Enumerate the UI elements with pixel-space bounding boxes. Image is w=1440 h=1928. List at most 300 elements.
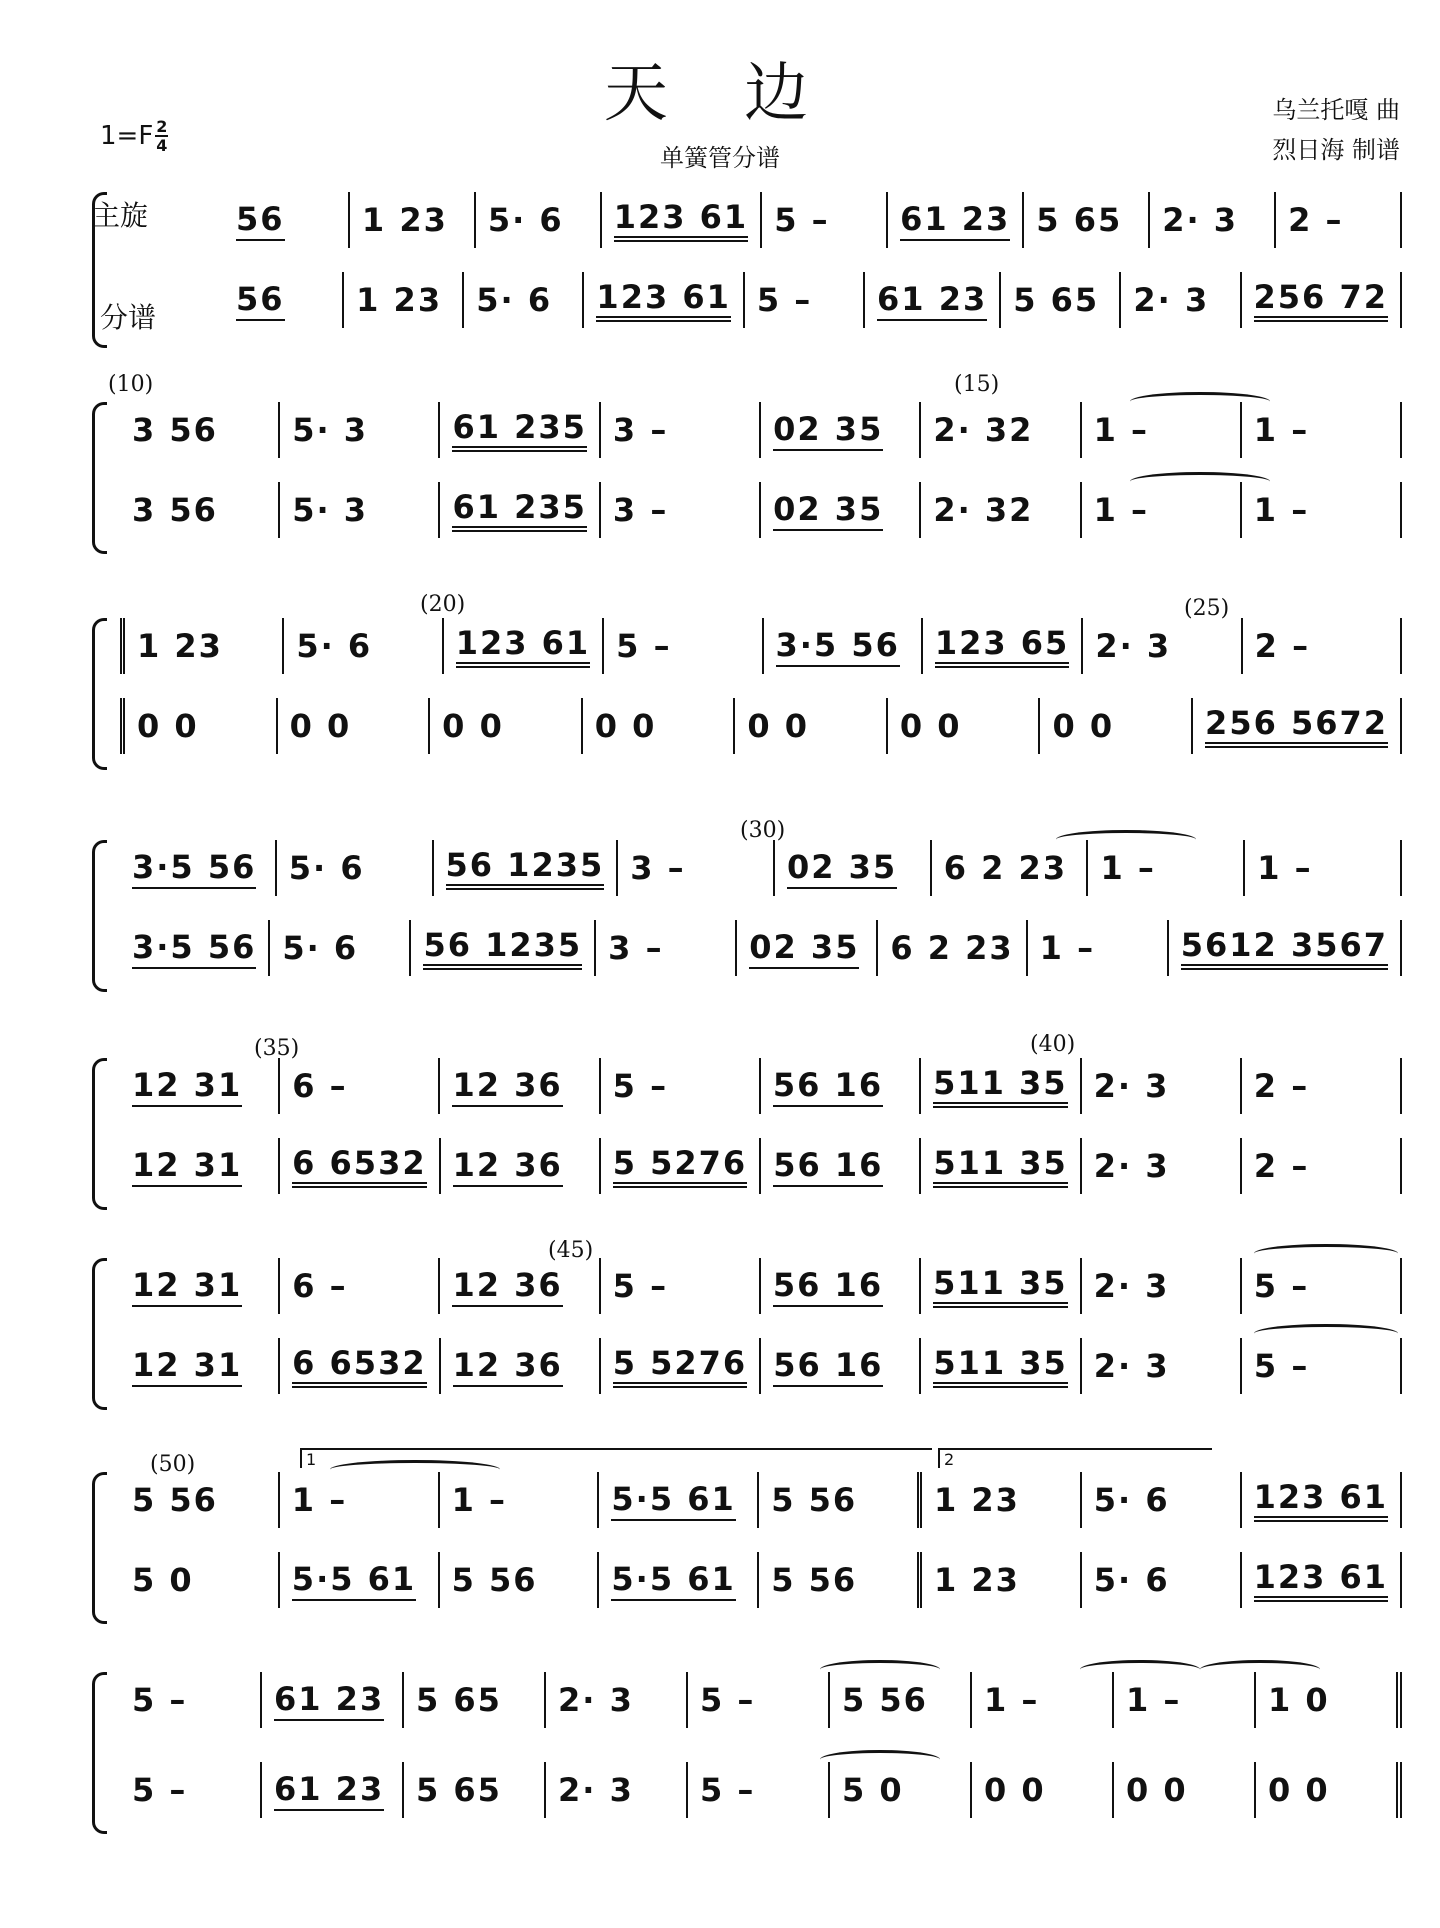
note-group: 61 23	[900, 200, 1010, 241]
measure	[601, 402, 761, 458]
note-group: 5 –	[132, 1681, 188, 1719]
measure	[601, 1338, 761, 1394]
note-group: 123 61	[1254, 1558, 1388, 1602]
measure	[262, 1762, 404, 1818]
note-group: 0 0	[442, 707, 504, 745]
measure-number: (45)	[548, 1238, 594, 1263]
measure	[1082, 1472, 1242, 1528]
measure	[277, 840, 434, 896]
measure	[922, 1472, 1082, 1528]
note-group: 12 36	[453, 1146, 563, 1187]
tie-arc	[1200, 1660, 1320, 1679]
measure	[596, 920, 737, 976]
measure	[1242, 1472, 1402, 1528]
measure	[280, 1138, 440, 1194]
measure	[430, 698, 583, 754]
measure	[830, 1672, 972, 1728]
measure	[440, 1258, 600, 1314]
measure	[120, 1762, 262, 1818]
note-group: 1 –	[1253, 491, 1310, 529]
melody-staff	[120, 1258, 1402, 1314]
measure	[923, 618, 1083, 674]
measure	[440, 482, 600, 538]
note-group: 256 5672	[1205, 704, 1388, 748]
tie-arc	[330, 1460, 500, 1479]
note-group: 5 65	[1036, 201, 1123, 239]
note-group: 02 35	[773, 410, 883, 451]
note-group: 5 –	[756, 281, 813, 319]
note-group: 0 0	[1268, 1771, 1330, 1809]
note-group: 123 65	[935, 624, 1069, 668]
note-group: 5 56	[132, 1481, 218, 1519]
note-group: 1 –	[1253, 411, 1310, 449]
note-group: 0 0	[1126, 1771, 1188, 1809]
measure	[120, 1552, 280, 1608]
note-group: 61 23	[274, 1680, 384, 1721]
note-group: 2· 3	[1095, 627, 1172, 665]
system-5	[92, 1052, 1402, 1212]
note-group: 1 –	[1257, 849, 1313, 887]
measure	[1245, 840, 1402, 896]
note-group: 3·5 56	[132, 928, 256, 969]
system-7	[92, 1466, 1402, 1626]
part-staff	[120, 1762, 1402, 1818]
note-group: 3 56	[132, 411, 218, 449]
note-group: 12 36	[452, 1266, 562, 1307]
measure	[1276, 192, 1402, 248]
measure	[1082, 1338, 1242, 1394]
note-group: 3 –	[608, 929, 664, 967]
time-signature-bottom: 4	[156, 136, 168, 155]
note-group: 5 –	[1253, 1267, 1310, 1305]
measure	[1082, 1552, 1242, 1608]
measure	[120, 1472, 280, 1528]
note-group: 5 56	[771, 1561, 858, 1599]
note-group: 3·5 56	[132, 848, 256, 889]
measure	[775, 840, 932, 896]
measure	[618, 840, 775, 896]
note-group: 5· 6	[282, 929, 359, 967]
measure	[1083, 618, 1242, 674]
tie-arc	[1130, 392, 1270, 411]
note-group: 0 0	[137, 707, 199, 745]
measure	[1242, 1258, 1402, 1314]
measure	[404, 1762, 546, 1818]
note-group: 5· 6	[487, 201, 564, 239]
note-group: 2· 3	[1133, 281, 1210, 319]
measure	[601, 482, 761, 538]
measure	[441, 1338, 601, 1394]
measure	[601, 1258, 761, 1314]
measure	[1082, 1058, 1242, 1114]
note-group: 02 35	[787, 848, 897, 889]
note-group: 5 56	[451, 1561, 538, 1599]
measure	[972, 1672, 1114, 1728]
system-6	[92, 1252, 1402, 1412]
note-group: 6 6532	[292, 1344, 426, 1388]
note-group: 1 –	[1093, 491, 1149, 529]
note-group: 511 35	[933, 1064, 1067, 1108]
measure	[584, 272, 744, 328]
measure	[764, 618, 923, 674]
note-group: 61 235	[452, 488, 586, 532]
note-group: 5 –	[616, 627, 672, 665]
note-group: 1 –	[1093, 411, 1149, 449]
part-staff	[224, 272, 1402, 328]
measure	[972, 1762, 1114, 1818]
note-group: 5 0	[842, 1771, 904, 1809]
note-group: 5· 3	[292, 411, 369, 449]
measure	[224, 192, 350, 248]
score-subtitle: 单簧管分谱	[660, 144, 780, 172]
note-group: 5 –	[612, 1267, 669, 1305]
measure	[440, 1472, 600, 1528]
measure	[761, 1338, 921, 1394]
note-group: 3 –	[612, 491, 669, 529]
note-group: 1 –	[1126, 1681, 1182, 1719]
measure	[280, 1058, 440, 1114]
part-staff	[120, 920, 1402, 976]
note-group: 6 6532	[292, 1144, 426, 1188]
measure	[546, 1762, 688, 1818]
measure-number: (10)	[108, 372, 154, 397]
measure	[761, 1138, 921, 1194]
measure	[1256, 1672, 1402, 1728]
measure	[440, 1058, 600, 1114]
note-group: 5 –	[774, 201, 830, 239]
measure-number: (25)	[1184, 596, 1230, 621]
measure	[476, 192, 602, 248]
measure	[280, 402, 440, 458]
measure-number: (30)	[740, 818, 786, 843]
note-group: 0 0	[899, 707, 962, 745]
note-group: 2· 3	[1093, 1267, 1170, 1305]
measure	[344, 272, 464, 328]
measure	[284, 618, 443, 674]
measure	[921, 1258, 1081, 1314]
measure	[1242, 1338, 1402, 1394]
system-bracket	[92, 1472, 107, 1624]
measure	[1243, 618, 1402, 674]
note-group: 2 –	[1288, 201, 1344, 239]
note-group: 61 235	[452, 408, 586, 452]
melody-staff	[120, 840, 1402, 896]
note-group: 5 0	[132, 1561, 194, 1599]
note-group: 2· 32	[933, 411, 1034, 449]
measure	[1028, 920, 1169, 976]
note-group: 511 35	[933, 1344, 1067, 1388]
volta-2: 2	[938, 1448, 1212, 1468]
system-8	[92, 1666, 1402, 1836]
tie-arc	[1056, 830, 1196, 849]
note-group: 12 31	[132, 1146, 242, 1187]
note-group: 6 –	[292, 1267, 348, 1305]
note-group: 5· 3	[292, 491, 369, 529]
note-group: 56 1235	[446, 846, 605, 890]
measure	[1040, 698, 1193, 754]
part-label: 分谱	[100, 301, 157, 334]
note-group: 123 61	[614, 198, 748, 242]
note-group: 5 56	[771, 1481, 858, 1519]
note-group: 2· 3	[1093, 1147, 1170, 1185]
measure	[830, 1762, 972, 1818]
note-group: 2· 3	[558, 1681, 634, 1719]
note-group: 56	[236, 280, 285, 321]
melody-staff	[120, 1472, 1402, 1528]
measure	[280, 1552, 440, 1608]
measure	[583, 698, 736, 754]
note-group: 12 36	[452, 1066, 562, 1107]
melody-staff	[120, 1058, 1402, 1114]
note-group: 12 31	[132, 1346, 242, 1387]
measure	[278, 698, 431, 754]
note-group: 5 –	[700, 1771, 756, 1809]
note-group: 5 5276	[613, 1144, 747, 1188]
measure	[120, 402, 280, 458]
melody-staff	[120, 1672, 1402, 1728]
note-group: 511 35	[933, 1144, 1067, 1188]
measure	[120, 1058, 280, 1114]
note-group: 0 0	[289, 707, 352, 745]
part-staff	[120, 1552, 1402, 1608]
note-group: 123 61	[1254, 1478, 1388, 1522]
melody-staff	[224, 192, 1402, 248]
measure	[262, 1672, 404, 1728]
measure	[1024, 192, 1150, 248]
part-staff	[120, 1138, 1402, 1194]
measure	[759, 1552, 922, 1608]
note-group: 56 16	[773, 1266, 883, 1307]
note-group: 56 16	[773, 1066, 883, 1107]
note-group: 6 2 23	[890, 929, 1014, 967]
note-group: 2 –	[1253, 1067, 1310, 1105]
measure	[1082, 1258, 1242, 1314]
credits	[1272, 90, 1400, 170]
measure	[1242, 1058, 1402, 1114]
measure	[120, 1138, 280, 1194]
measure	[761, 402, 921, 458]
measure	[888, 698, 1041, 754]
measure	[411, 920, 596, 976]
measure-number: (50)	[150, 1452, 196, 1477]
note-group: 5 65	[416, 1681, 502, 1719]
measure	[1082, 1138, 1242, 1194]
tie-arc	[1254, 1244, 1398, 1263]
note-group: 123 61	[596, 278, 730, 322]
measure	[280, 1258, 440, 1314]
note-group: 5 56	[842, 1681, 928, 1719]
note-group: 0 0	[1052, 707, 1115, 745]
note-group: 56	[236, 200, 285, 241]
measure	[1242, 1552, 1402, 1608]
measure	[922, 1552, 1082, 1608]
measure	[1121, 272, 1241, 328]
part-staff	[120, 698, 1402, 754]
measure	[120, 698, 278, 754]
note-group: 1 23	[361, 201, 448, 239]
measure	[444, 618, 604, 674]
measure	[865, 272, 1001, 328]
note-group: 6 2 23	[943, 849, 1068, 887]
note-group: 1 –	[984, 1681, 1040, 1719]
measure	[280, 1338, 440, 1394]
measure	[464, 272, 584, 328]
measure	[599, 1552, 759, 1608]
note-group: 3 –	[630, 849, 686, 887]
note-group: 2 –	[1253, 1147, 1310, 1185]
measure	[120, 1338, 280, 1394]
note-group: 5 65	[1013, 281, 1100, 319]
system-3	[92, 612, 1402, 772]
system-bracket	[92, 192, 107, 348]
volta-1: 1	[300, 1448, 932, 1468]
measure	[601, 1138, 761, 1194]
tie-arc	[820, 1750, 940, 1769]
measure	[735, 698, 888, 754]
measure-number: (20)	[420, 592, 466, 617]
measure	[759, 1472, 922, 1528]
note-group: 12 31	[132, 1066, 242, 1107]
measure	[1114, 1672, 1256, 1728]
tie-arc	[1130, 472, 1270, 491]
key-label: 1=F	[100, 121, 154, 151]
measure	[921, 402, 1081, 458]
measure	[120, 1258, 280, 1314]
measure	[921, 482, 1081, 538]
measure	[440, 402, 600, 458]
note-group: 5 65	[416, 1771, 502, 1809]
measure	[745, 272, 865, 328]
system-1	[92, 186, 1402, 346]
note-group: 1 –	[291, 1481, 348, 1519]
measure	[546, 1672, 688, 1728]
note-group: 5 –	[1253, 1347, 1310, 1385]
measure-number: (35)	[254, 1036, 300, 1061]
note-group: 1 23	[356, 281, 443, 319]
measure	[599, 1472, 759, 1528]
tie-arc	[1080, 1660, 1200, 1679]
note-group: 3 56	[132, 491, 218, 529]
measure	[1169, 920, 1402, 976]
system-bracket	[92, 840, 107, 992]
note-group: 6 –	[292, 1067, 348, 1105]
measure	[761, 1058, 921, 1114]
measure	[688, 1672, 830, 1728]
tie-arc	[1254, 1324, 1398, 1343]
note-group: 3·5 56	[776, 626, 900, 667]
note-group: 1 23	[933, 1481, 1020, 1519]
measure	[1001, 272, 1121, 328]
measure	[1150, 192, 1276, 248]
time-signature-top: 2	[156, 117, 168, 136]
system-2	[92, 396, 1402, 556]
measure	[762, 192, 888, 248]
note-group: 1 23	[933, 1561, 1020, 1599]
note-group: 5· 6	[296, 627, 373, 665]
note-group: 0 0	[747, 707, 809, 745]
note-group: 1 23	[137, 627, 223, 665]
note-group: 2· 3	[1162, 201, 1239, 239]
note-group: 5 –	[612, 1067, 669, 1105]
system-bracket	[92, 1258, 107, 1410]
note-group: 1 –	[1100, 849, 1156, 887]
note-group: 02 35	[773, 490, 883, 531]
note-group: 12 31	[132, 1266, 242, 1307]
measure	[761, 1258, 921, 1314]
note-group: 5· 6	[288, 849, 365, 887]
note-group: 5· 6	[476, 281, 553, 319]
note-group: 511 35	[933, 1264, 1067, 1308]
measure-number: (40)	[1030, 1032, 1076, 1057]
note-group: 56 1235	[423, 926, 582, 970]
measure	[921, 1338, 1081, 1394]
note-group: 56 16	[773, 1346, 883, 1387]
note-group: 5 –	[700, 1681, 756, 1719]
measure	[120, 482, 280, 538]
measure	[270, 920, 411, 976]
arranger: 烈日海 制谱	[1272, 136, 1400, 164]
note-group: 5 5276	[613, 1344, 747, 1388]
note-group: 5·5 61	[292, 1560, 416, 1601]
system-4	[92, 834, 1402, 994]
measure	[601, 1058, 761, 1114]
measure	[1242, 1138, 1402, 1194]
system-bracket	[92, 1672, 107, 1834]
score-title: 天 边	[603, 57, 837, 131]
system-bracket	[92, 618, 107, 770]
measure-number: (15)	[954, 372, 1000, 397]
measure	[434, 840, 619, 896]
measure	[350, 192, 476, 248]
note-group: 0 0	[594, 707, 657, 745]
measure	[440, 1552, 600, 1608]
note-group: 12 36	[453, 1346, 563, 1387]
note-group: 02 35	[749, 928, 859, 969]
note-group: 123 61	[456, 624, 590, 668]
measure	[688, 1762, 830, 1818]
note-group: 56 16	[773, 1146, 883, 1187]
measure	[604, 618, 763, 674]
measure	[120, 1672, 262, 1728]
key-signature	[100, 118, 168, 154]
measure	[1242, 272, 1402, 328]
measure	[921, 1058, 1081, 1114]
note-group: 1 –	[451, 1481, 507, 1519]
note-group: 0 0	[984, 1771, 1046, 1809]
measure	[1114, 1762, 1256, 1818]
note-group: 2 –	[1254, 627, 1311, 665]
measure	[1193, 698, 1402, 754]
measure	[224, 272, 344, 328]
tie-arc	[820, 1660, 940, 1679]
note-group: 1 –	[1039, 929, 1096, 967]
note-group: 5612 3567	[1181, 926, 1388, 970]
time-signature	[155, 118, 168, 154]
measure	[737, 920, 878, 976]
measure	[878, 920, 1027, 976]
measure	[120, 618, 284, 674]
part-staff	[120, 1338, 1402, 1394]
measure	[441, 1138, 601, 1194]
measure	[280, 482, 440, 538]
measure	[280, 1472, 440, 1528]
note-group: 5·5 61	[611, 1480, 735, 1521]
measure	[120, 840, 277, 896]
note-group: 3 –	[612, 411, 669, 449]
note-group: 2· 3	[1093, 1347, 1170, 1385]
system-bracket	[92, 402, 107, 554]
note-group: 2· 32	[933, 491, 1034, 529]
